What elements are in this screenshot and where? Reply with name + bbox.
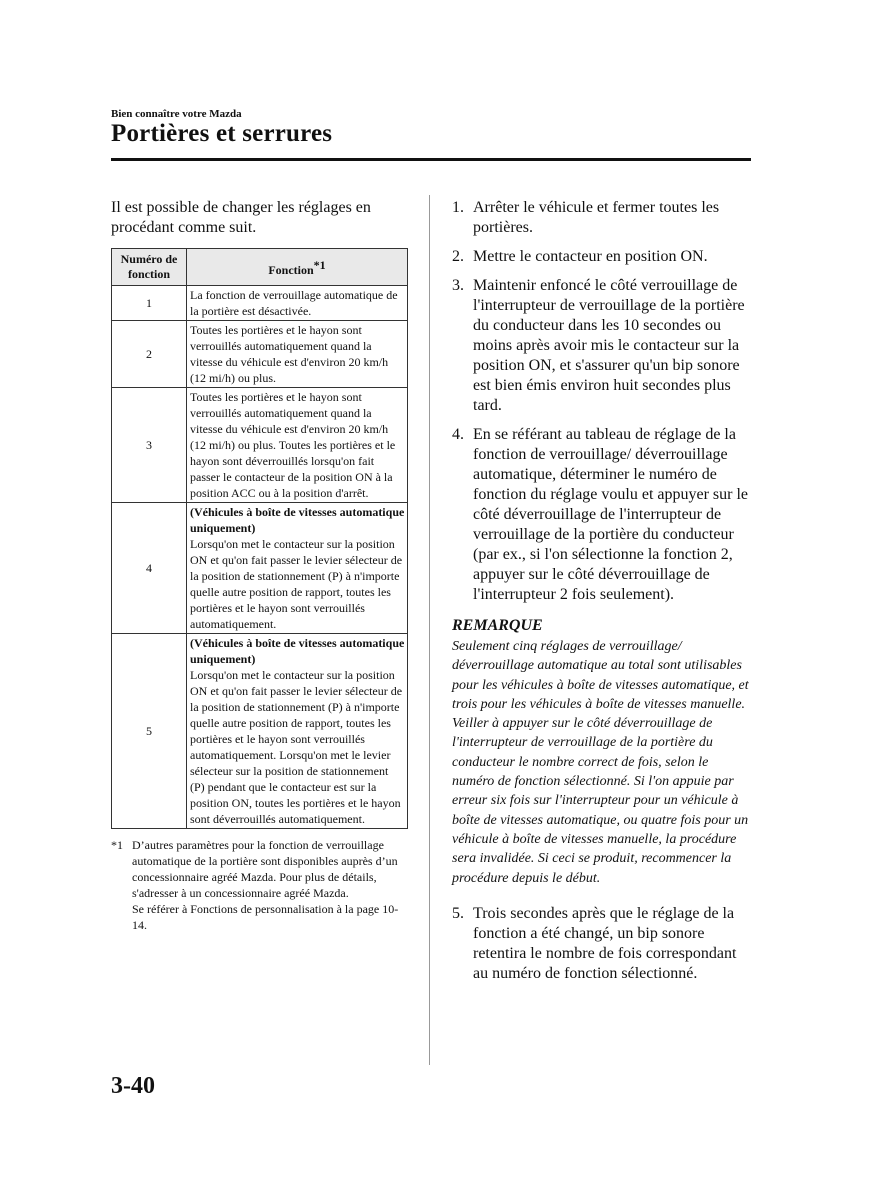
step-text: Mettre le contacteur en position ON.	[473, 248, 708, 265]
step-number: 5.	[452, 904, 464, 922]
list-item	[452, 276, 752, 416]
table-row	[112, 388, 408, 503]
function-description	[187, 503, 408, 634]
note-body: Seulement cinq réglages de verrouillage/ déverrouillage automatique au total sont utilisables pour les véhicules à boîte de vitesses automatique, et trois pour les véhicules à boîte de vitesses manuelle. Veiller à appuyer sur le côté déverrouillage de l'interrupteur de verrouillage de la portière du conducteur le nombre correct de fois, selon le numéro de fonction sélectionné. Si l'on appuie par erreur six fois sur l'interrupteur pour un véhicule à boîte de vitesses automatique, ou quatre fois pour un véhicule à boîte de vitesses manuelle, la procédure sera invalidée. Si ceci se produit, recommencer la procédure depuis le début.	[452, 639, 749, 886]
title-rule	[111, 158, 751, 161]
column-divider	[429, 195, 430, 1065]
function-number: 1	[112, 286, 187, 321]
step-number: 2.	[452, 248, 464, 265]
footnote-reference: Se référer à Fonctions de personnalisation à la page 10-14.	[132, 902, 399, 932]
function-description	[187, 388, 408, 503]
table-row	[112, 286, 408, 321]
table-row	[112, 634, 408, 829]
function-heading: (Véhicules à boîte de vitesses automatique uniquement)	[190, 505, 405, 535]
step-text: Maintenir enfoncé le côté verrouillage de l'interrupteur de verrouillage de la portière du conducteur dans les 10 secondes ou moins après avoir mis le contacteur sur la position ON, et s'assurer qu'un bip sonore est bien émis environ huit secondes plus tard.	[473, 277, 745, 414]
list-item	[452, 425, 752, 605]
procedure-steps	[452, 198, 752, 605]
function-text: La fonction de verrouillage automatique de la portière est désactivée.	[190, 288, 398, 318]
function-text: Lorsqu'on met le contacteur sur la position ON et qu'on fait passer le levier sélecteur de la position de stationnement (P) à n'importe quelle autre position de rapport, toutes les portières et le hayon sont verrouillés automatiquement. Lorsqu'on met le levier sélecteur sur la position de stationnement (P) pendant que le contacteur est sur la position ON, toutes les portières et le hayon sont déverrouillés automatiquement.	[190, 668, 403, 826]
footnote-body	[132, 837, 411, 933]
col-header-number: Numéro de fonction	[112, 249, 187, 286]
note-title: REMARQUE	[452, 617, 543, 634]
right-column	[452, 198, 752, 993]
function-description	[187, 286, 408, 321]
function-number: 4	[112, 503, 187, 634]
col-header-function-label: Fonction	[268, 262, 314, 277]
intro-text: Il est possible de changer les réglages en procédant comme suit.	[111, 199, 371, 236]
list-item	[452, 198, 752, 238]
section-label: Bien connaître votre Mazda	[111, 108, 242, 120]
footnote-text: D’autres paramètres pour la fonction de verrouillage automatique de la portière sont disponibles auprès d’un concessionnaire agréé Mazda. Pour plus de détails, s'adresser à un concessionnaire agréé Mazda.	[132, 838, 398, 900]
table-footnote	[111, 837, 411, 933]
step-text: En se référant au tableau de réglage de la fonction de verrouillage/ déverrouillage automatique, déterminer le numéro de fonction du réglage voulu et appuyer sur le côté déverrouillage de l'interrupteur de verrouillage de la portière du conducteur (par ex., si l'on sélectionne la fonction 2, appuyer sur le côté déverrouillage de l'interrupteur 2 fois seulement).	[473, 426, 749, 603]
col-header-function-footnote-mark: *1	[313, 257, 326, 272]
function-text: Toutes les portières et le hayon sont verrouillés automatiquement quand la vitesse du véhicule est d'environ 20 km/h (12 mi/h) ou plus. Toutes les portières et le hayon sont déverrouillés lorsqu'on fait passer le contacteur de la position ON à la position ACC ou à la position d'arrêt.	[190, 390, 396, 500]
table-header-row	[112, 249, 408, 286]
list-item	[452, 904, 752, 984]
function-description	[187, 634, 408, 829]
function-description	[187, 321, 408, 388]
function-table	[111, 248, 408, 829]
step-number: 1.	[452, 199, 464, 216]
left-column	[111, 198, 411, 933]
col-header-function	[187, 249, 408, 286]
procedure-steps-continued	[452, 904, 752, 984]
table-row	[112, 503, 408, 634]
list-item	[452, 247, 752, 267]
step-text: Arrêter le véhicule et fermer toutes les portières.	[473, 199, 720, 236]
function-number: 2	[112, 321, 187, 388]
function-text: Lorsqu'on met le contacteur sur la position ON et qu'on fait passer le levier sélecteur de la position de stationnement (P) à n'importe quelle autre position de rapport, toutes les portières et le hayon sont verrouillés automatiquement.	[190, 537, 403, 631]
footnote-mark: *1	[111, 838, 123, 852]
function-number: 3	[112, 388, 187, 503]
step-text: Trois secondes après que le réglage de la fonction a été changé, un bip sonore retentira le nombre de fois correspondant au numéro de fonction sélectionné.	[473, 904, 737, 982]
page-number: 3-40	[111, 1073, 155, 1099]
function-text: Toutes les portières et le hayon sont verrouillés automatiquement quand la vitesse du véhicule est d'environ 20 km/h (12 mi/h) ou plus.	[190, 323, 389, 385]
step-number: 4.	[452, 426, 464, 443]
function-number: 5	[112, 634, 187, 829]
function-heading: (Véhicules à boîte de vitesses automatique uniquement)	[190, 636, 405, 666]
step-number: 3.	[452, 277, 464, 294]
page-title: Portières et serrures	[111, 120, 333, 147]
table-row	[112, 321, 408, 388]
